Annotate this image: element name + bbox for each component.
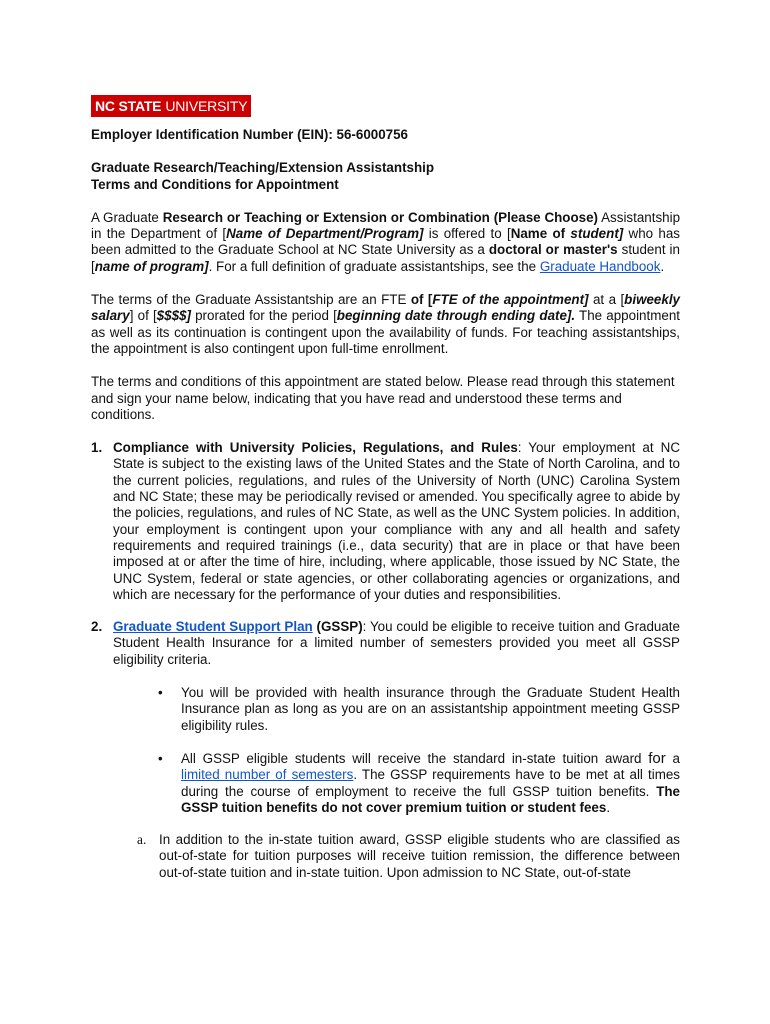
- heading-line-2: Terms and Conditions for Appointment: [91, 176, 339, 192]
- nc-state-logo: [91, 95, 251, 117]
- gssp-link[interactable]: Graduate Student Support Plan: [113, 619, 313, 635]
- bullet-health-insurance: [91, 685, 680, 734]
- list-number: 2.: [91, 619, 103, 635]
- logo-regular-text: UNIVERSITY: [165, 97, 248, 114]
- paragraph-offer: A Graduate Research or Teaching or Extension or Combination (Please Choose) Assistantship in the Department of [Name of Department/Program] is offered to [Name of student] who has been admitted to the Graduate School at NC State University as a doctoral or master's student in [name of program]. For a full definition of graduate assistantships, see the Graduate Handbook.: [91, 209, 681, 274]
- bullet-icon: •: [158, 685, 163, 701]
- list-item-compliance: [91, 440, 680, 603]
- sub-item-label: a.: [137, 832, 147, 848]
- graduate-handbook-link[interactable]: Graduate Handbook: [539, 258, 661, 274]
- paragraph-read-statement: The terms and conditions of this appointment are stated below. Please read through this statement and sign your name below, indicating that you have read and understood these terms and conditions.: [91, 374, 675, 422]
- heading-line-1: Graduate Research/Teaching/Extension Assistantship: [91, 160, 435, 176]
- limited-semesters-link[interactable]: limited number of semesters: [181, 767, 354, 783]
- ein-line: Employer Identification Number (EIN): 56-6000756: [91, 127, 409, 142]
- list-item-gssp: 2. Graduate Student Support Plan (GSSP): You could be eligible to receive tuition and Graduate Student Health Insurance for a limited number of semesters provided you meet all GSSP eligibility criteria.: [91, 619, 680, 667]
- list-item-title: Compliance with University Policies, Regulations, and Rules: [113, 440, 518, 456]
- logo-container: [91, 95, 680, 117]
- bullet-icon: •: [158, 750, 163, 766]
- sub-item-out-of-state: [91, 832, 680, 881]
- sub-item-text: In addition to the in-state tuition award, GSSP eligible students who are classified as out-of-state for tuition purposes will receive tuition remission, the difference between out-of-state tuition and in-state tuition. Upon admission to NC State, out-of-state: [159, 832, 680, 880]
- list-number: 1.: [91, 440, 103, 456]
- document-page: [91, 95, 680, 881]
- bullet-tuition-award: • All GSSP eligible students will receive the standard in-state tuition award for a limited number of semesters. The GSSP requirements have to be met at all times during the course of employment to receive the full GSSP tuition benefits. The GSSP tuition benefits do not cover premium tuition or student fees.: [158, 749, 681, 815]
- paragraph-terms: The terms of the Graduate Assistantship are an FTE of [FTE of the appointment] at a [biweekly salary] of [$$$$] prorated for the period [beginning date through ending date]. The appointment as well as its continuation is contingent upon the availability of funds. For teaching assistantships, the appointment is also contingent upon full-time enrollment.: [91, 292, 680, 356]
- bullet-text: You will be provided with health insurance through the Graduate Student Health Insurance plan as long as you are on an assistantship appointment meeting GSSP eligibility rules.: [181, 685, 680, 733]
- logo-bold-text: NC STATE: [95, 97, 162, 114]
- list-item-text: : You could be eligible to receive tuition and Graduate Student Health Insurance for a limited number of semesters provided you meet all GSSP eligibility criteria.: [113, 619, 680, 667]
- list-item-text: : Your employment at NC State is subject to the existing laws of the United States and the State of North Carolina, and to the current policies, regulations, and rules of the University of North (UNC) Carolina System and NC State; these may be periodically revised or amended. You specifically agree to abide by the policies, regulations, and rules of NC State, as well as the UNC System policies. In addition, your employment is contingent upon your compliance with any and all health and safety requirements and required trainings (i.e., data security) that are in place or that have been imposed at or after the time of hire, including, where applicable, those issued by NC State, the UNC System, federal or state agencies, or other collaborating agencies or organizations, and which are necessary for the performance of your duties and responsibilities.: [113, 440, 680, 602]
